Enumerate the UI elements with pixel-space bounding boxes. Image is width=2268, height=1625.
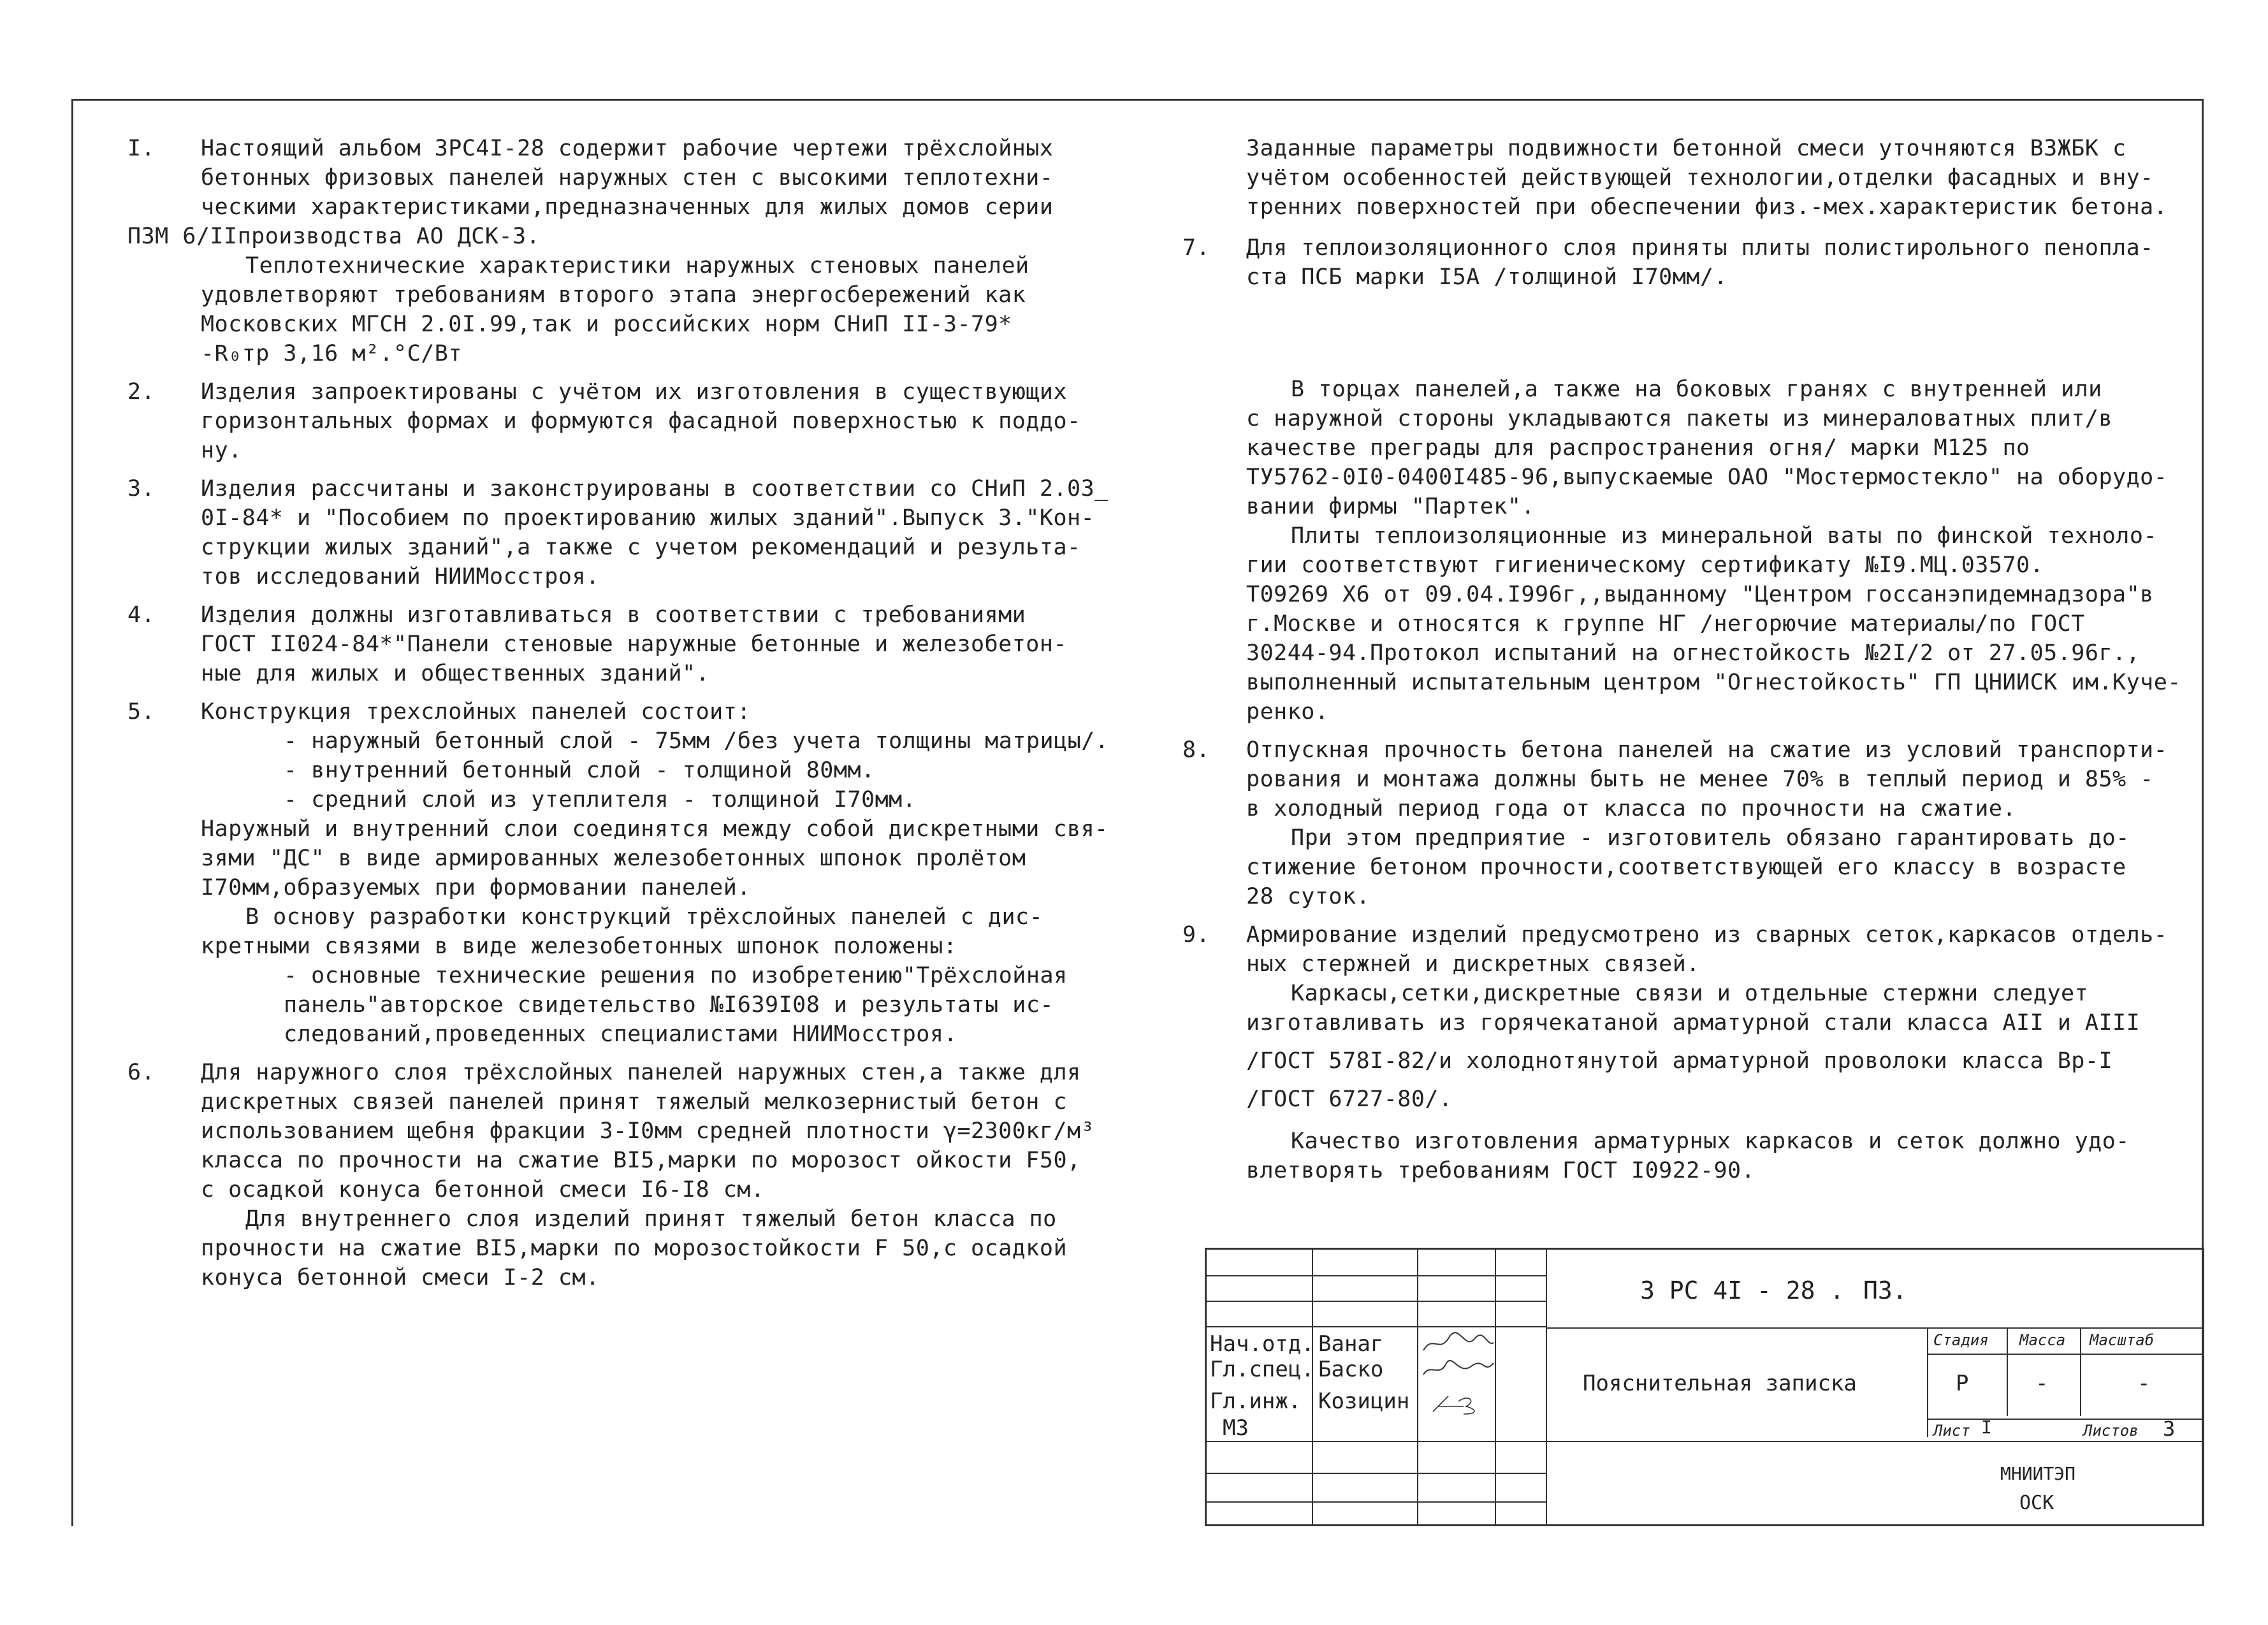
text-line: При этом предприятие - изготовитель обязано гарантировать до- <box>1291 825 2130 851</box>
stamp-line <box>1417 1250 1418 1524</box>
text-line: 0I-84* и "Пособием по проектированию жилых зданий".Выпуск 3."Кон- <box>201 505 1095 531</box>
item-8 <box>1182 735 2206 911</box>
stamp-line <box>1927 1327 1928 1437</box>
text-line: дискретных связей панелей принят тяжелый мелкозернистый бетон с <box>201 1089 1068 1115</box>
text-line: следований,проведенных специалистами НИИМосстроя. <box>284 1022 958 1047</box>
item-number: 9. <box>1182 922 1210 948</box>
text-line: рования и монтажа должны быть не менее 70% в теплый период и 85% - <box>1246 767 2154 792</box>
text-line: влетворять требованиям ГОСТ I0922-90. <box>1246 1158 1756 1183</box>
continuation <box>1211 134 2206 222</box>
item-number: 5. <box>127 699 156 725</box>
item-5 <box>127 697 1147 1049</box>
text-line: струкции жилых зданий",а также с учетом рекомендаций и результа- <box>201 535 1081 560</box>
stamp-line <box>1207 1301 1546 1302</box>
stamp-line <box>1495 1250 1496 1524</box>
mark-label: М3 <box>1223 1415 1249 1441</box>
text-line: Качество изготовления арматурных каркасов и сеток должно удо- <box>1291 1129 2130 1154</box>
item-3 <box>127 474 1147 591</box>
text-line: Плиты теплоизоляционные из минеральной ваты по финской техноло- <box>1291 523 2158 549</box>
text-line: - наружный бетонный слой - 75мм /без учета толщины матрицы/. <box>284 728 1109 754</box>
text-line: Для наружного слоя трёхслойных панелей наружных стен,а также для <box>201 1060 1081 1085</box>
text-line: ГОСТ II024-84*"Панели стеновые наружные бетонные и железобетон- <box>201 632 1068 657</box>
signature-3 <box>1420 1391 1497 1417</box>
text-line: Настоящий альбом 3РС4I-28 содержит рабочие чертежи трёхслойных <box>201 136 1054 161</box>
text-line: учётом особенностей действующей технологии,отделки фасадных и вну- <box>1246 165 2154 191</box>
text-line: конуса бетонной смеси I-2 см. <box>201 1265 600 1290</box>
item-1 <box>127 134 1147 368</box>
stamp-line <box>1207 1275 1546 1276</box>
organization-name: МНИИТЭП <box>2000 1463 2076 1484</box>
organization-dept: ОСК <box>2019 1492 2054 1514</box>
person-name: Баско <box>1318 1357 1384 1382</box>
item-number: 2. <box>127 379 156 405</box>
text-line: Изделия должны изготавливаться в соответствии с требованиями <box>201 602 1026 628</box>
text-line: Изделия рассчитаны и законструированы в соответствии со СНиП 2.03_ <box>201 476 1109 502</box>
stamp-line <box>1207 1441 1546 1442</box>
massa-value: - <box>2035 1371 2049 1396</box>
text-line: удовлетворяют требованиям второго этапа энергосбережений как <box>201 282 1026 308</box>
text-line: ные для жилых и общественных зданий". <box>201 661 710 686</box>
text-line: изготавливать из горячекатаной арматурной стали класса АII и АIII <box>1246 1010 2141 1036</box>
item-7 <box>1182 233 2206 726</box>
text-line: Конструкция трехслойных панелей состоит: <box>201 699 751 725</box>
stamp-line <box>1546 1327 2202 1329</box>
item-number: I. <box>127 136 156 161</box>
masshtab-value: - <box>2137 1371 2151 1396</box>
text-line: выполненный испытательным центром "Огнестойкость" ГП ЦНИИСК им.Куче- <box>1246 670 2181 695</box>
item-number: 3. <box>127 476 156 502</box>
text-line: I70мм,образуемых при формовании панелей. <box>201 875 751 900</box>
text-line: ческими характеристиками,предназначенных для жилых домов серии <box>201 194 1054 220</box>
stamp-line <box>1927 1419 2202 1420</box>
text-line: с наружной стороны укладываются пакеты из минераловатных плит/в <box>1246 406 2113 431</box>
stamp-line <box>1207 1473 1546 1474</box>
text-line: зями "ДС" в виде армированных железобетонных шпонок пролётом <box>201 846 1026 871</box>
text-line: - основные технические решения по изобретению"Трёхслойная <box>284 963 1068 988</box>
text-line: Заданные параметры подвижности бетонной смеси уточняются ВЗЖБК с <box>1246 136 2126 161</box>
text-line: использованием щебня фракции 3-I0мм средней плотности γ=2300кг/м³ <box>201 1118 1095 1144</box>
item-2 <box>127 377 1147 465</box>
item-number: 7. <box>1182 235 1210 261</box>
signature-1 <box>1420 1331 1497 1357</box>
text-line: 28 суток. <box>1246 884 1370 909</box>
text-line: класса по прочности на сжатие BI5,марки по морозост ойкости F50, <box>201 1148 1081 1173</box>
stamp-line <box>1546 1250 1547 1524</box>
item-6 <box>127 1058 1147 1292</box>
item-4 <box>127 600 1147 688</box>
left-column <box>127 134 1147 1301</box>
text-line: ренко. <box>1246 699 1329 725</box>
document-type: ПЗ. <box>1863 1276 1907 1304</box>
text-line: прочности на сжатие BI5,марки по морозостойкости F 50,с осадкой <box>201 1236 1068 1261</box>
text-line: стижение бетоном прочности,соответствующей его классу в возрасте <box>1246 855 2126 880</box>
role-label: Гл.инж. <box>1210 1389 1302 1414</box>
massa-label: Масса <box>2019 1331 2066 1349</box>
text-line: Московских МГСН 2.0I.99,так и российских норм СНиП II-3-79* <box>201 312 1012 337</box>
stamp-line <box>1207 1501 1546 1503</box>
stamp-line <box>2007 1327 2008 1416</box>
text-line: ну. <box>201 438 242 463</box>
text-line: горизонтальных формах и формуются фасадной поверхностью к поддо- <box>201 408 1081 434</box>
text-line: ных стержней и дискретных связей. <box>1246 951 1700 977</box>
text-line: кретными связями в виде железобетонных шпонок положены: <box>201 934 957 959</box>
text-line: качестве преграды для распространения огня/ марки М125 по <box>1246 435 2030 461</box>
item-number: 6. <box>127 1060 156 1085</box>
text-line: Для внутреннего слоя изделий принят тяжелый бетон класса по <box>245 1206 1057 1232</box>
signature-2 <box>1420 1357 1497 1382</box>
text-line: с осадкой конуса бетонной смеси I6-I8 см. <box>201 1177 765 1202</box>
person-name: Козицин <box>1318 1389 1410 1414</box>
text-line: 30244-94.Протокол испытаний на огнестойкость №2I/2 от 27.05.96г., <box>1246 640 2141 666</box>
text-line: г.Москве и относятся к группе НГ /негорючие материалы/по ГОСТ <box>1246 611 2085 637</box>
text-line: /ГОСТ 6727-80/. <box>1246 1087 1453 1112</box>
stamp-line <box>1546 1441 2202 1442</box>
listov-value: 3 <box>2163 1417 2176 1441</box>
text-line: Теплотехнические характеристики наружных стеновых панелей <box>245 253 1029 278</box>
document-title: Пояснительная записка <box>1583 1371 1857 1396</box>
stadia-label: Стадия <box>1933 1331 1989 1349</box>
stamp-line <box>1207 1326 1546 1327</box>
list-label: Лист <box>1933 1422 1970 1440</box>
text-line: Т09269 Х6 от 09.04.I996г,,выданному "Центром госсанэпидемнадзора"в <box>1246 582 2154 607</box>
text-line: тренних поверхностей при обеспечении физ.-мех.характеристик бетона. <box>1246 194 2168 220</box>
text-line: ста ПСБ марки I5А /толщиной I70мм/. <box>1246 264 1728 290</box>
stamp-line <box>2080 1327 2081 1416</box>
title-block <box>1205 1248 2204 1526</box>
text-line: Для теплоизоляционного слоя приняты плиты полистирольного пенопла- <box>1246 235 2154 261</box>
role-label: Гл.спец. <box>1210 1357 1314 1382</box>
text-line: Отпускная прочность бетона панелей на сжатие из условий транспорти- <box>1246 737 2168 763</box>
text-line: Каркасы,сетки,дискретные связи и отдельные стержни следует <box>1291 981 2089 1006</box>
text-line: ПЗМ 6/IIпроизводства АО ДСК-3. <box>127 224 541 249</box>
document-code: 3 РС 4I - 28 . <box>1640 1276 1845 1304</box>
person-name: Ванаг <box>1318 1331 1384 1357</box>
text-line: Изделия запроектированы с учётом их изготовления в существующих <box>201 379 1068 405</box>
text-line: В основу разработки конструкций трёхслойных панелей с дис- <box>245 904 1043 930</box>
item-9 <box>1182 920 2206 1185</box>
text-line: панель"авторское свидетельство №I639I08 и результаты ис- <box>284 992 1054 1018</box>
text-line: вании фирмы "Партек". <box>1246 494 1536 519</box>
list-value: I <box>1981 1417 1992 1438</box>
role-label: Нач.отд. <box>1210 1331 1314 1357</box>
text-line: ТУ5762-0I0-0400I485-96,выпускаемые ОАО "Мостермостекло" на оборудо- <box>1246 465 2168 490</box>
text-line: - внутренний бетонный слой - толщиной 80мм. <box>284 758 875 783</box>
stadia-value: Р <box>1956 1371 1969 1396</box>
masshtab-label: Масштаб <box>2090 1331 2155 1349</box>
text-line: В торцах панелей,а также на боковых гранях с внутренней или <box>1291 377 2102 402</box>
text-line: /ГОСТ 578I-82/и холоднотянутой арматурной проволоки класса Вр-I <box>1246 1048 2113 1074</box>
stamp-line <box>1927 1354 2202 1355</box>
item-number: 4. <box>127 602 156 628</box>
text-line: гии соответствуют гигиеническому сертификату №I9.МЦ.03570. <box>1246 552 2044 578</box>
right-column <box>1182 134 2206 1194</box>
item-number: 8. <box>1182 737 1210 763</box>
listov-label: Листов <box>2083 1422 2139 1440</box>
text-line: Армирование изделий предусмотрено из сварных сеток,каркасов отдель- <box>1246 922 2168 948</box>
text-line: тов исследований НИИМосстроя. <box>201 564 600 589</box>
text-line: - средний слой из утеплителя - толщиной I70мм. <box>284 787 917 812</box>
stamp-line <box>1312 1250 1313 1524</box>
text-line: Наружный и внутренний слои соединятся между собой дискретными свя- <box>201 816 1109 842</box>
text-line: -R₀тр 3,16 м².°С/Вт <box>201 341 462 366</box>
text-line: в холодный период года от класса по прочности на сжатие. <box>1246 796 2017 821</box>
text-line: бетонных фризовых панелей наружных стен с высокими теплотехни- <box>201 165 1054 191</box>
